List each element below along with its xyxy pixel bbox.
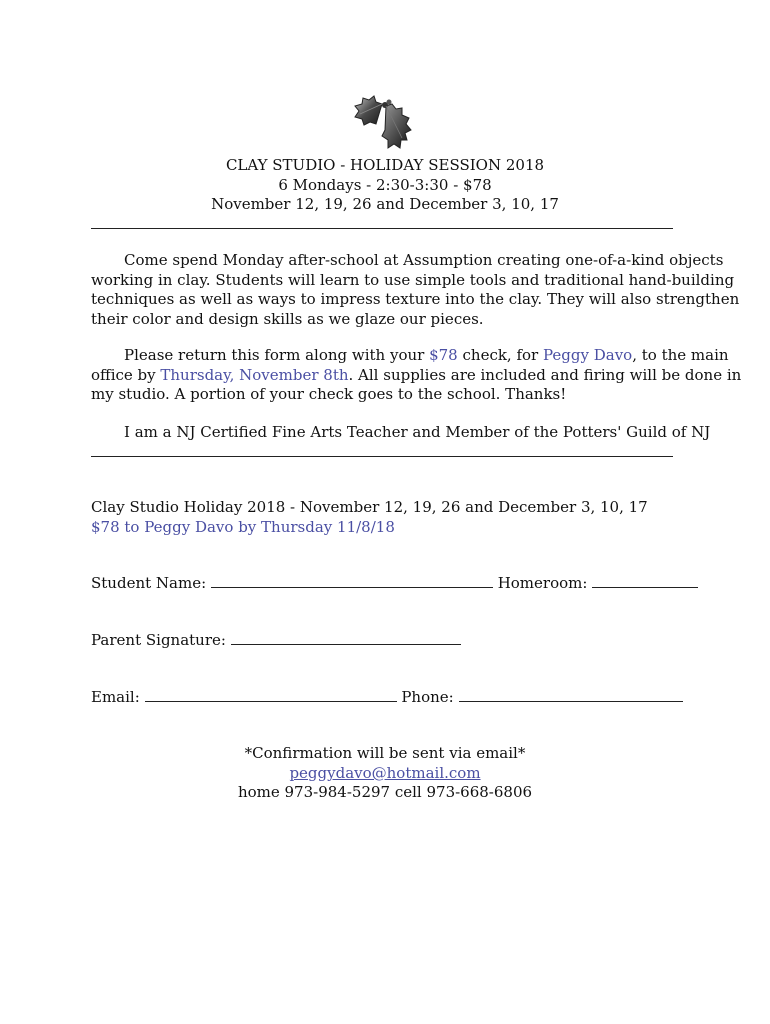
instructions-text: Please return this form along with your (124, 346, 430, 364)
parent-signature-label: Parent Signature: (91, 631, 226, 649)
contact-phones: home 973-984-5297 cell 973-668-6806 (237, 783, 533, 801)
holly-leaf-icon (352, 94, 418, 152)
intro-line: working in clay. Students will learn to use simple tools and traditional hand-building (91, 270, 735, 289)
session-schedule: 6 Mondays - 2:30-3:30 - $78 (278, 176, 492, 194)
homeroom-label: Homeroom: (497, 574, 588, 592)
contact-email-link[interactable]: peggydavo@hotmail.com (289, 764, 481, 782)
confirmation-note: *Confirmation will be sent via email* (244, 744, 526, 762)
instructions-text: , to the main (632, 346, 729, 364)
instructions-line (91, 365, 742, 386)
parent-signature-field[interactable] (231, 630, 461, 645)
email-field[interactable] (145, 687, 397, 702)
email-label: Email: (91, 688, 140, 706)
form-summary: Clay Studio Holiday 2018 - November 12, 19, 26 and December 3, 10, 17 (91, 498, 648, 516)
phone-label: Phone: (401, 688, 454, 706)
intro-paragraph (91, 251, 740, 329)
price-highlight: $78 (429, 346, 458, 364)
instructions-text: . All supplies are included and firing will be done in (348, 365, 742, 384)
intro-line: Come spend Monday after-school at Assumption creating one-of-a-kind objects (124, 251, 724, 269)
instructions-line: my studio. A portion of your check goes to the school. Thanks! (91, 385, 567, 403)
payee-highlight: Peggy Davo (543, 346, 633, 364)
homeroom-field[interactable] (592, 573, 698, 588)
contact-row (91, 687, 683, 707)
instructions-text: check, for (457, 346, 543, 364)
intro-line: their color and design skills as we glaze our pieces. (91, 309, 484, 328)
page-title: CLAY STUDIO - HOLIDAY SESSION 2018 (225, 156, 545, 174)
deadline-highlight: Thursday, November 8th (160, 365, 349, 384)
student-row (91, 573, 698, 593)
instructions-text: office by (91, 365, 161, 384)
student-name-label: Student Name: (91, 574, 207, 592)
instructions-paragraph (91, 346, 742, 405)
student-name-field[interactable] (211, 573, 493, 588)
session-dates: November 12, 19, 26 and December 3, 10, 17 (211, 195, 559, 213)
divider (91, 456, 673, 457)
payment-note: $78 to Peggy Davo by Thursday 11/8/18 (91, 518, 395, 536)
teacher-credentials: I am a NJ Certified Fine Arts Teacher and Member of the Potters' Guild of NJ (124, 423, 711, 441)
divider (91, 228, 673, 229)
phone-field[interactable] (459, 687, 683, 702)
intro-line: techniques as well as ways to impress texture into the clay. They will also strengthen (91, 290, 740, 308)
instructions-line (91, 346, 729, 366)
parent-row (91, 630, 461, 650)
email-link-row (0, 763, 770, 783)
